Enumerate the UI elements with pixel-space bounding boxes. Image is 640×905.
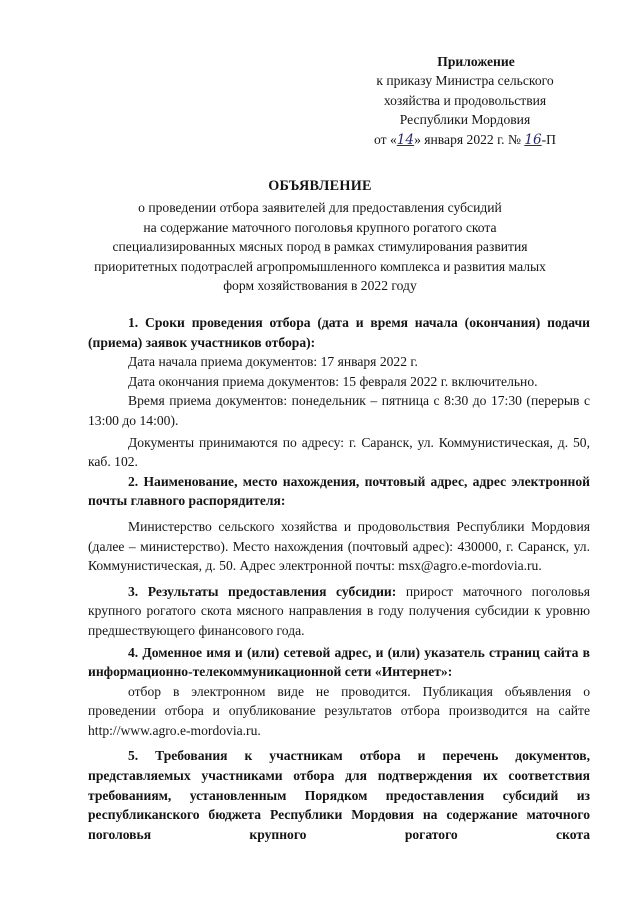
appendix-date-line — [350, 130, 580, 150]
document-subtitle — [80, 198, 560, 296]
subtitle-line-1: о проведении отбора заявителей для предоставления субсидий — [138, 200, 502, 215]
order-suffix: -П — [541, 131, 556, 147]
section-1-hours: Время приема документов: понедельник – пятница с 8:30 до 17:30 (перерыв с 13:00 до 14:00). — [88, 393, 590, 428]
subtitle-line-4: приоритетных подотраслей агропромышленного комплекса и развития малых — [94, 258, 546, 274]
handwritten-order-number: 16 — [524, 131, 542, 148]
appendix-title: Приложение — [437, 54, 515, 69]
section-1-title: 1. Сроки проведения отбора (дата и время начала (окончания) подачи (приема) заявок участников отбора): — [88, 315, 590, 350]
document-heading: ОБЪЯВЛЕНИЕ — [268, 178, 372, 194]
section-2-title: 2. Наименование, место нахождения, почтовый адрес, адрес электронной почты главного распорядителя: — [88, 473, 590, 509]
subtitle-line-3: специализированных мясных пород в рамках стимулирования развития — [112, 239, 528, 254]
section-3 — [88, 582, 590, 641]
date-middle: » января 2022 г. № — [414, 131, 521, 147]
section-3-text: прирост маточного поголовья крупного рогатого скота мясного направления в году получения субсидии к уровню предшествующего финансового года. — [88, 583, 590, 638]
section-4-text: отбор в электронном виде не проводится. Публикация объявления о проведении отбора и опубликование результатов отбора производится на сайте http://www.agro.e-mordovia.ru. — [88, 683, 590, 738]
section-1-address: Документы принимаются по адресу: г. Саранск, ул. Коммунистическая, д. 50, каб. 102. — [88, 434, 590, 470]
subtitle-line-2: на содержание маточного поголовья крупного рогатого скота — [143, 219, 497, 235]
subtitle-line-5: форм хозяйствования в 2022 году — [223, 278, 417, 293]
date-prefix: от « — [374, 131, 397, 147]
appendix-line-1: к приказу Министра сельского — [376, 73, 554, 89]
section-4-title: 4. Доменное имя и (или) сетевой адрес, и (или) указатель страниц сайта в информационно-телекоммуникационной сети «Интернет»: — [88, 644, 590, 680]
section-3-title: 3. Результаты предоставления субсидии: — [128, 583, 397, 599]
section-2-text: Министерство сельского хозяйства и продовольствия Республики Мордовия (далее – министерство). Место нахождения (почтовый адрес): 430000, г. Саранск, ул. Коммунистическая, д. 50. Адрес электронной почты: msx@agro.e-mordovia.ru. — [88, 518, 590, 574]
document-body — [88, 313, 590, 844]
appendix-block — [350, 52, 580, 150]
section-1-start-date: Дата начала приема документов: 17 января 2022 г. — [128, 354, 418, 370]
section-1-end-date: Дата окончания приема документов: 15 февраля 2022 г. включительно. — [128, 373, 538, 389]
appendix-line-2: хозяйства и продовольствия — [383, 92, 547, 108]
appendix-line-3: Республики Мордовия — [399, 112, 531, 128]
section-5-title: 5. Требования к участникам отбора и перечень документов, представляемых участниками отбора для подтверждения их соответствия требованиям, установленным Порядком предоставления субсидий из республиканского бюджета Республики Мордовия на содержание маточного поголовья крупного рогатого скота — [88, 748, 590, 842]
handwritten-day: 14 — [396, 131, 415, 148]
